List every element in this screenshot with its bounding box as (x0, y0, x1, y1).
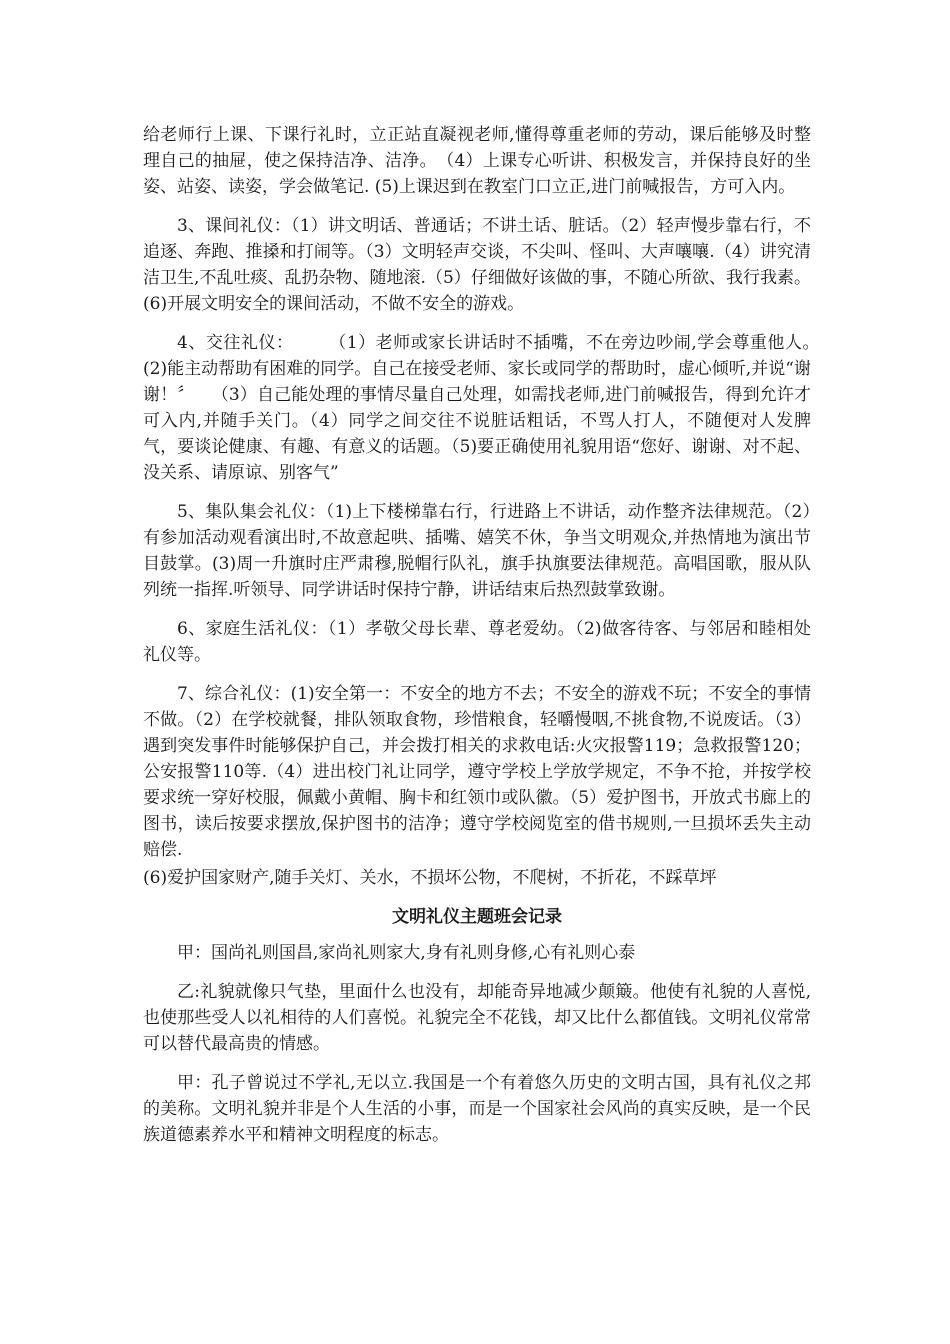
social-etiquette: 4、交往礼仪： （1）老师或家长讲话时不插嘴，不在旁边吵闹,学会尊重他人。 (2)能主动帮助有困难的同学。自己在接受老师、家长或同学的帮助时，虚心倾听,并说“谢谢！〞 （3）自己能处理的事情尽量自己处理，如需找老师,进门前喊报告，得到允许才可入内,并随手关门。（4）同学之间交往不说脏话粗话，不骂人打人，不随便对人发脾气，要谈论健康、有趣、有意义的话题。（5)要正确使用礼貌用语“您好、谢谢、对不起、没关系、请原谅、别客气” (143, 333, 845, 483)
public-property-item: (6)爱护国家财产,随手关灯、关水，不损坏公物，不爬树，不折花，不踩草坪 (143, 868, 717, 888)
general-etiquette: 7、综合礼仪：(1)安全第一：不安全的地方不去；不安全的游戏不玩；不安全的事情不做。（2）在学校就餐，排队领取食物，珍惜粮食，轻嚼慢咽,不挑食物,不说废话。（3）遇到突发事件时能够保护自己，并会拨打相关的求救电话:火灾报警119；急救报警120；公安报警110等.（4）进出校门礼让同学，遵守学校上学放学规定，不争不抢，并按学校要求统一穿好校服，佩戴小黄帽、胸卡和红领巾或队徽。（5）爱护图书，开放式书廊上的图书，读后按要求摆放,保护图书的洁净；遵守学校阅览室的借书规则,一旦损坏丢失主动赔偿. (143, 684, 811, 860)
recess-etiquette: 3、课间礼仪：（1）讲文明话、普通话；不讲土话、脏话。（2）轻声慢步靠右行，不追逐、奔跑、推搡和打闹等。（3）文明轻声交谈，不尖叫、怪叫、大声嚷嚷.（4）讲究清洁卫生,不乱吐痰、乱扔杂物、随地滚.（5）仔细做好该做的事，不随心所欲、我行我素。(6)开展文明安全的课间活动，不做不安全的游戏。 (143, 216, 811, 314)
assembly-etiquette: 5、集队集会礼仪：（1)上下楼梯靠右行，行进路上不讲话，动作整齐法律规范。（2）有参加活动观看演出时,不故意起哄、插嘴、嬉笑不休，争当文明观众,并热情地为演出节目鼓掌。(3)周一升旗时庄严肃穆,脱帽行队礼，旗手执旗要法律规范。高唱国歌，服从队列统一指挥.听领导、同学讲话时保持宁静，讲话结束后热烈鼓掌致谢。 (143, 502, 811, 600)
dialogue-jia-1: 甲：国尚礼则国昌,家尚礼则家大,身有礼则身修,心有礼则心泰 (177, 943, 636, 963)
classroom-etiquette-continued: 给老师行上课、下课行礼时，立正站直凝视老师,懂得尊重老师的劳动，课后能够及时整理自己的抽屉，使之保持洁净、洁净。 （4）上课专心听讲、积极发言，并保持良好的坐姿、站姿、读姿，学会做笔记. (5)上课迟到在教室门口立正,进门前喊报告，方可入内。 (143, 125, 811, 197)
section-title: 文明礼仪主题班会记录 (392, 907, 562, 927)
dialogue-jia-2: 甲：孔子曾说过不学礼,无以立.我国是一个有着悠久历史的文明古国，具有礼仪之邦的美称。文明礼貌并非是个人生活的小事，而是一个国家社会风尚的真实反映，是一个民族道德素养水平和精神文明程度的标志。 (143, 1073, 811, 1145)
family-etiquette: 6、家庭生活礼仪：（1）孝敬父母长辈、尊老爱幼。（2)做客待客、与邻居和睦相处礼仪等。 (143, 619, 811, 665)
dialogue-yi-1: 乙:礼貌就像只气垫，里面什么也没有，却能奇异地减少颠簸。他使有礼貌的人喜悦,也使那些受人以礼相待的人们喜悦。礼貌完全不花钱，却又比什么都值钱。文明礼仪常常可以替代最高贵的情感。 (143, 982, 811, 1054)
document-page (143, 122, 845, 1161)
